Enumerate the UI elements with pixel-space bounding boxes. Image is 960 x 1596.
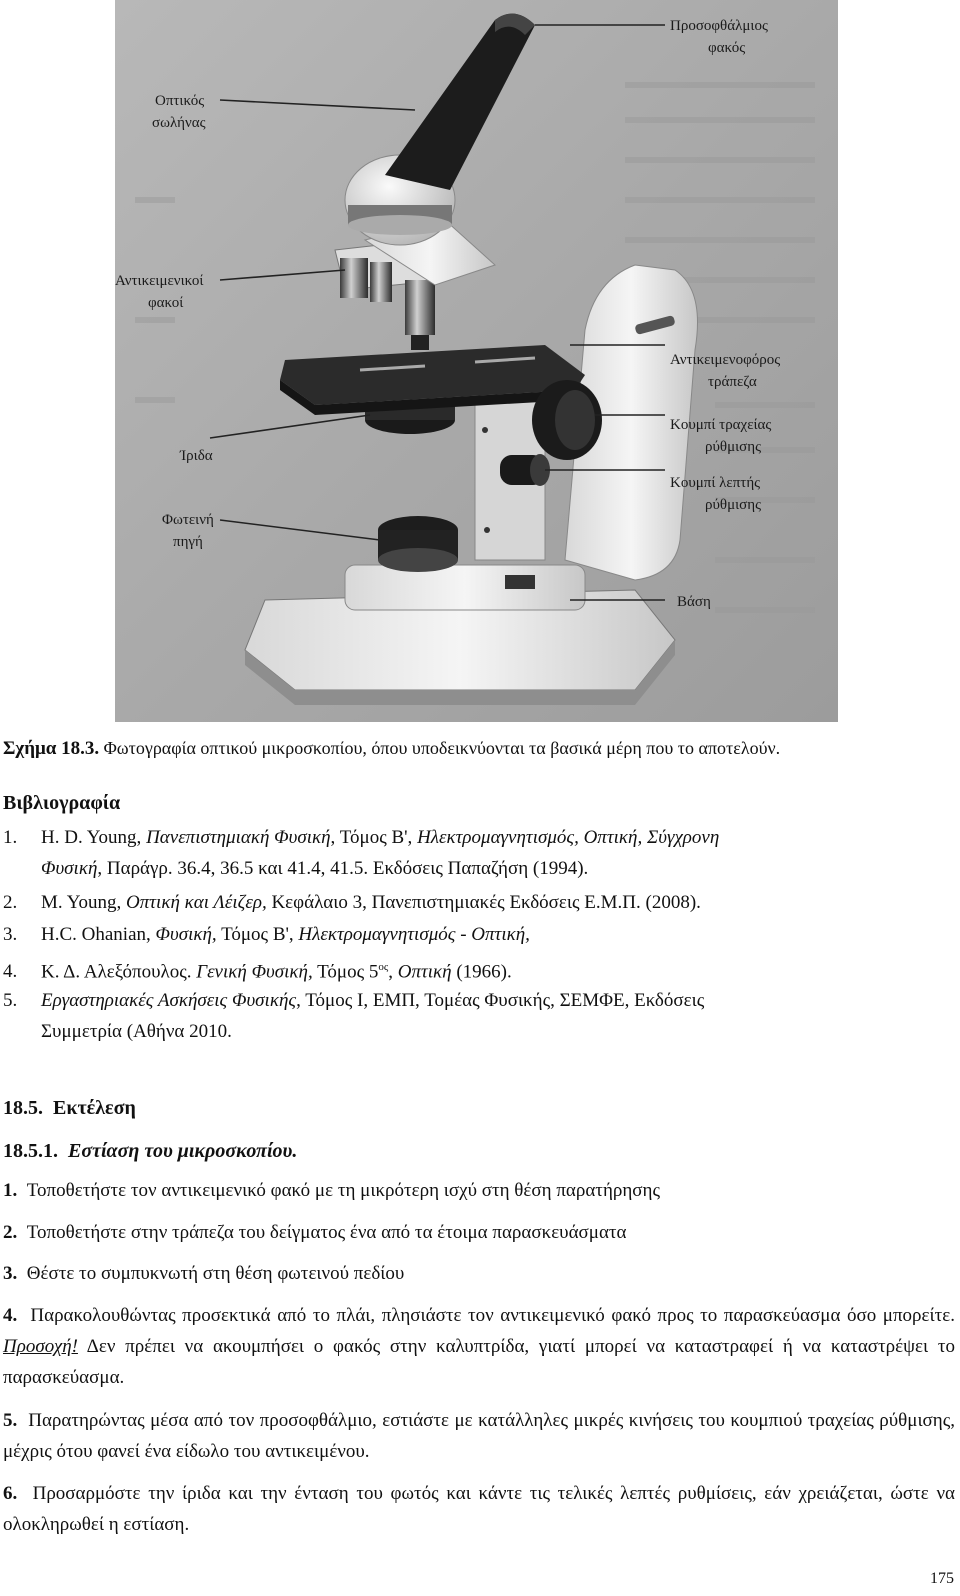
figure-caption xyxy=(3,738,780,760)
label-iris: Ίριδα xyxy=(180,448,213,464)
procedure-step: 5. Παρατηρώντας μέσα από τον προσοφθάλμιο, εστιάστε με κατάλληλες μικρές κινήσεις του κουμπιού τραχείας ρύθμισης, μέχρις ότου φανεί ένα είδωλο του αντικειμένου. xyxy=(3,1410,956,1462)
microscope-illustration xyxy=(115,0,838,722)
reference-item: 5. Εργαστηριακές Ασκήσεις Φυσικής, Τόμος Ι, ΕΜΠ, Τομέας Φυσικής, ΣΕΜΦΕ, Εκδόσεις Συμμετρία (Αθήνα 2010. xyxy=(3,990,705,1042)
reference-item: 3. H.C. Ohanian, Φυσική, Τόμος Β', Ηλεκτρομαγνητισμός - Οπτική, xyxy=(3,924,530,945)
procedure-step: 4. Παρακολουθώντας προσεκτικά από το πλάι, πλησιάστε τον αντικειμενικό φακό προς το παρασκεύασμα όσο μπορείτε. Προσοχή! Δεν πρέπει να ακουμπήσει ο φακός στην καλυπτρίδα, γιατί μπορεί να καταστραφεί ή να καταστρέψει το παρασκεύασμα. xyxy=(3,1305,955,1388)
label-stage: Αντικειμενοφόρος τράπεζα xyxy=(670,352,781,390)
microscope-figure xyxy=(115,0,838,722)
section-heading: 18.5. Εκτέλεση xyxy=(3,1097,136,1119)
procedure-step: 2. Τοποθετήστε στην τράπεζα του δείγματος ένα από τα έτοιμα παρασκευάσματα xyxy=(3,1222,627,1243)
reference-item: 2. M. Young, Οπτική και Λέιζερ, Κεφάλαιο 3, Πανεπιστημιακές Εκδόσεις Ε.Μ.Π. (2008). xyxy=(3,892,701,913)
label-eyepiece: Προσοφθάλμιος φακός xyxy=(670,18,768,56)
warning-text: Προσοχή! xyxy=(3,1336,78,1357)
bibliography-title: Βιβλιογραφία xyxy=(3,792,121,814)
procedure-step: 6. Προσαρμόστε την ίριδα και την ένταση του φωτός και κάντε τις τελικές λεπτές ρυθμίσεις, εάν χρειάζεται, ώστε να ολοκληρωθεί η εστίαση. xyxy=(3,1483,956,1535)
label-coarse-knob: Κουμπί τραχείας ρύθμισης xyxy=(670,417,772,455)
label-light-source: Φωτεινή πηγή xyxy=(162,512,214,550)
label-fine-knob: Κουμπί λεπτής ρύθμισης xyxy=(670,475,762,513)
caption-text: Φωτογραφία οπτικού μικροσκοπίου, όπου υποδεικνύονται τα βασικά μέρη που το αποτελούν. xyxy=(103,738,781,758)
label-optical-tube: Οπτικός σωλήνας xyxy=(152,93,206,131)
reference-item: 1. H. D. Young, Πανεπιστημιακή Φυσική, Τόμος B', Ηλεκτρομαγνητισμός, Οπτική, Σύγχρονη Φυσική, Παράγρ. 36.4, 36.5 και 41.4, 41.5. Εκδόσεις Παπαζήση (1994). xyxy=(3,827,720,879)
procedure-step: 3. Θέστε το συμπυκνωτή στη θέση φωτεινού πεδίου xyxy=(3,1263,405,1284)
label-objectives: Αντικειμενικοί φακοί xyxy=(115,273,204,311)
reference-item: 4. Κ. Δ. Αλεξόπουλος. Γενική Φυσική, Τόμος $5^{o\varsigma}$, Οπτική (1966). xyxy=(3,961,512,983)
page-number: 175 xyxy=(930,1570,954,1587)
procedure-step: 1. Τοποθετήστε τον αντικειμενικό φακό με τη μικρότερη ισχύ στη θέση παρατήρησης xyxy=(3,1180,660,1201)
label-base: Βάση xyxy=(677,594,711,610)
caption-label: Σχήμα 18.3. xyxy=(3,738,100,759)
subsection-heading: 18.5.1. Εστίαση του μικροσκοπίου. xyxy=(3,1140,298,1162)
